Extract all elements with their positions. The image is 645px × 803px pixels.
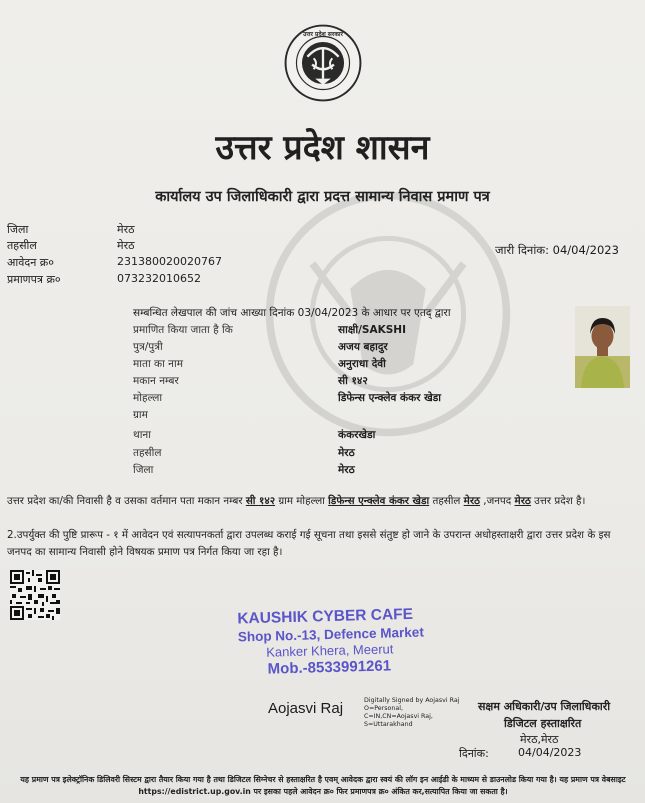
application-no-label: आवेदन क्र० <box>7 256 54 269</box>
person-photo-icon <box>575 306 630 388</box>
district-value: मेरठ <box>117 223 135 236</box>
authority-place: मेरठ,मेरठ <box>520 733 559 746</box>
detail-label-mohalla: मोहल्ला <box>133 392 163 404</box>
authority-title: सक्षम अधिकारी/उप जिलाधिकारी <box>478 700 611 713</box>
authority-digital: डिजिटल हस्ताक्षरित <box>504 716 582 730</box>
cafe-stamp <box>237 606 425 679</box>
detail-value-mother: अनुराधा देवी <box>338 358 386 370</box>
detail-value-police-station: कंकरखेडा <box>338 429 376 441</box>
tehsil-label: तहसील <box>7 239 37 252</box>
detail-label-tehsil: तहसील <box>133 447 162 459</box>
detail-label-mother: माता का नाम <box>133 358 183 370</box>
confirmation-paragraph: 2.उपर्युक्त की पुष्टि प्रारूप - १ में आवेदन एवं सत्यापनकर्ता द्वारा उपलब्ध कराई गई सूचना तथा इससे संतुष्ट हो जाने के उपरान्त अधोहस्ताक्षरी द्वारा उत्तर प्रदेश के इस जनपद का सामान्य निवासी होने विषयक प्रमाण पत्र निर्गत किया जा रहा है। <box>7 529 611 558</box>
detail-label-house: मकान नम्बर <box>133 375 179 387</box>
page-subtitle: कार्यालय उप जिलाधिकारी द्वारा प्रदत्त सामान्य निवास प्रमाण पत्र <box>155 189 490 205</box>
certificate-no-value: 073232010652 <box>117 272 201 285</box>
detail-value-mohalla: डिफेन्स एन्क्लेव कंकर खेडा <box>338 392 442 404</box>
detail-label-parent: पुत्र/पुत्री <box>133 341 163 353</box>
issue-date: जारी दिनांक: 04/04/2023 <box>495 243 619 257</box>
detail-value-parent: अजय बहादुर <box>338 341 388 353</box>
sign-date-label: दिनांक: <box>459 747 489 760</box>
tehsil-value: मेरठ <box>117 239 135 252</box>
application-no-value: 231380020020767 <box>117 255 222 268</box>
detail-value-tehsil: मेरठ <box>338 447 355 459</box>
qr-code-icon <box>10 570 60 620</box>
stamp-line-1: KAUSHIK CYBER CAFE <box>237 605 414 628</box>
stamp-line-3: Kanker Khera, Meerut <box>266 641 394 660</box>
detail-label-district: जिला <box>133 464 154 476</box>
para-tehsil: मेरठ <box>463 495 481 507</box>
detail-value-house: सी १४२ <box>338 375 368 387</box>
detail-label-certified: प्रमाणित किया जाता है कि <box>133 324 233 336</box>
stamp-line-2: Shop No.-13, Defence Market <box>237 624 425 645</box>
detail-value-district: मेरठ <box>338 464 355 476</box>
residence-paragraph: उत्तर प्रदेश का/की निवासी है व उसका वर्तमान पता मकान नम्बर सी १४२ ग्राम मोहल्ला डिफेन्स एन्क्लेव कंकर खेडा तहसील मेरठ ,जनपद मेरठ उत्तर प्रदेश है। <box>7 495 586 507</box>
detail-value-name: साक्षी/SAKSHI <box>338 324 406 336</box>
intro-line: सम्बन्धित लेखपाल की जांच आख्या दिनांक 03/04/2023 के आधार पर एतद् द्वारा <box>133 307 451 319</box>
district-label: जिला <box>7 223 29 236</box>
applicant-photo <box>575 306 630 388</box>
sign-date-value: 04/04/2023 <box>518 746 582 759</box>
detail-label-village: ग्राम <box>133 409 148 421</box>
authority-block <box>478 699 610 749</box>
signatory-name: Aojasvi Raj <box>268 700 344 717</box>
para-mohalla: डिफेन्स एन्क्लेव कंकर खेडा <box>328 495 430 507</box>
certificate-no-label: प्रमाणपत्र क्र० <box>7 273 61 286</box>
footer-note: यह प्रमाण पत्र इलेक्ट्रॉनिक डिलिवरी सिस्टम द्वारा तैयार किया गया है तथा डिजिटल सिग्नेचर से हस्ताक्षरित है एवम् आवेदक द्वारा स्वयं की लॉग इन आईडी के माध्यम से डाउनलोड किया गया है। यह प्रमाण पत्र वेबसाइट https://edistrict.up.gov.in पर इसका पहले आवेदन क्र० फिर प्रमाणपत्र क्र० अंकित कर,सत्यापित किया जा सकता है। <box>20 775 626 796</box>
seal-text: उत्तर प्रदेश सरकार <box>303 31 343 38</box>
para-house-no: सी १४२ <box>245 495 276 507</box>
para-district: मेरठ <box>514 495 531 507</box>
page-title: उत्तर प्रदेश शासन <box>215 128 430 168</box>
detail-label-police-station: थाना <box>133 429 151 441</box>
digital-signature: Digitally Signed by Aojasvi Raj O=Personal, C=IN,CN=Aojasvi Raj, S=Uttarakhand <box>364 697 460 728</box>
stamp-line-4: Mob.-8533991261 <box>267 657 392 678</box>
